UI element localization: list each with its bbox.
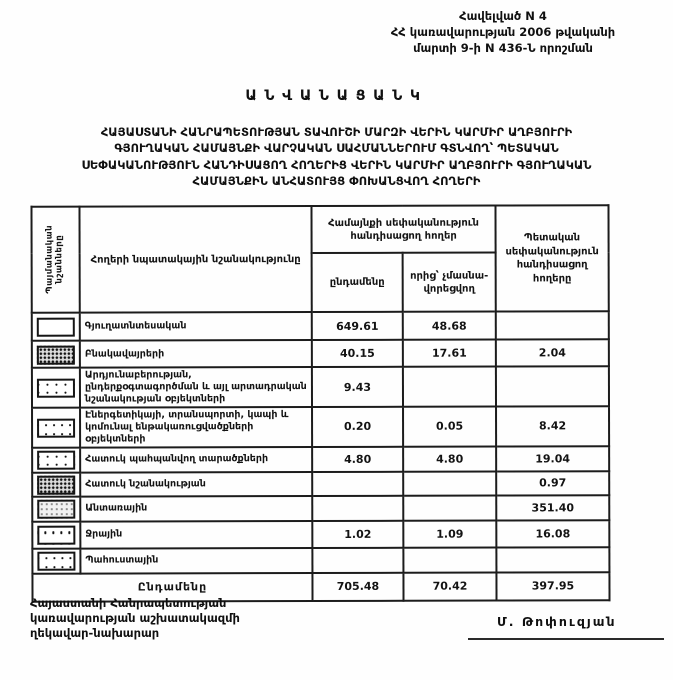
table-row [32,366,609,408]
subtitle-line-4: ՀԱՄԱՅՆՔԻՆ ԱՆՀԱՏՈՒՅՑ ՓՈԽԱՆՑՎՈՂ ՀՈՂԵՐԻ [192,173,481,188]
legend-pattern-icon [37,475,75,494]
table-row [32,446,609,473]
land-category-label: Արդյունաբերության, ընդերքօգտագործման և այլ արտադրական նշանակության օբյեկտների [80,367,312,408]
header-state-lands: Պետական սեփականություն հանդիսացող հողերը [495,205,608,311]
appendix-reference [336,8,670,56]
nonprivatizable-value: 0.05 [403,407,496,447]
subtitle-line-3: ՍԵՓԱԿԱՆՈՒԹՅՈՒՆ ՀԱՆԴԻՍԱՑՈՂ ՀՈՂԵՐԻՑ ՎԵՐԻՆ ԿԱՐՄԻՐ ԱՂԲՅՈՒՐԻ ԳՅՈՒՂԱԿԱՆ [81,157,592,172]
header-land-purpose: Հողերի նպատակային նշանակությունը [79,206,311,313]
community-total-value: 4.80 [312,446,403,471]
header-community-total: ընդամենը [312,253,403,312]
total-nonprivatizable-value: 70.42 [403,572,496,600]
legend-pattern-icon [37,451,75,470]
table-row [32,471,609,497]
table-row [32,311,609,341]
land-category-label: Ջրային [80,521,312,549]
land-category-label: Բնակավայրերի [80,340,312,368]
header-symbols-label: Պայմանական նշանները [44,225,65,295]
nonprivatizable-value [403,367,496,407]
state-lands-value [496,366,609,406]
header-community-nonprivatizable: որից՝ չմասնա-վորեցվող [403,253,496,312]
state-lands-value: 2.04 [496,339,609,366]
community-total-value [312,495,403,520]
subtitle-line-2: ԳՅՈՒՂԱԿԱՆ ՀԱՄԱՅՆՔԻ ՎԱՐՉԱԿԱՆ ՍԱՀՄԱՆՆԵՐՈՒՄ ԳՏՆՎՈՂ՝ ՊԵՏԱԿԱՆ [114,141,559,156]
community-total-value: 1.02 [312,520,403,547]
legend-pattern-icon [37,500,75,519]
land-category-label: Էներգետիկայի, տրանսպորտի, կապի և կոմունալ ենթակառուցվածքների օբյեկտների [80,407,312,447]
land-category-label: Հատուկ պահպանվող տարածքների [80,447,312,473]
subtitle-line-1: ՀԱՅԱՍՏԱՆԻ ՀԱՆՐԱՊԵՏՈՒԹՅԱՆ ՏԱՎՈՒՇԻ ՄԱՐԶԻ ՎԵՐԻՆ ԿԱՐՄԻՐ ԱՂԲՅՈՒՐԻ [100,125,573,139]
community-total-value: 40.15 [312,340,403,367]
table-row [32,495,609,522]
table-row [32,339,609,368]
state-lands-value: 16.08 [496,520,609,547]
legend-pattern-icon [37,318,75,337]
land-category-label: Հատուկ նշանակության [80,472,312,497]
legend-pattern-icon [37,526,75,545]
nonprivatizable-value: 4.80 [403,446,496,471]
header-symbols [31,207,79,313]
appendix-line-3: մարտի 9-ի N 436-Ն որոշման [413,41,593,56]
signatory-line-2: կառավարության աշխատակազմի [30,610,240,625]
nonprivatizable-value [403,471,496,495]
signatory-line-1: Հայաստանի Հանրապետության [30,596,227,610]
community-total-value [312,547,403,572]
community-total-value: 9.43 [312,367,403,407]
table-row [32,547,609,574]
header-community-group: Համայնքի սեփականություն հանդիսացող հողեր [311,206,495,253]
legend-pattern-icon [37,345,75,364]
total-state-value: 397.95 [496,572,609,600]
signature-line [468,638,664,640]
legend-pattern-icon [37,418,75,437]
state-lands-value: 8.42 [496,406,609,446]
legend-pattern-icon [37,552,75,571]
nonprivatizable-value: 17.61 [403,340,496,367]
nonprivatizable-value [403,495,496,520]
table-row [32,406,609,447]
nonprivatizable-value [403,547,496,572]
document-subtitle [8,124,665,189]
table-row [32,520,609,549]
signatory-name: Մ. Թոփուզյան [497,614,617,629]
community-total-value: 0.20 [312,407,403,447]
legend-pattern-icon [37,379,75,398]
land-category-label: Գյուղատնտեսական [80,312,312,341]
signatory-line-3: ղեկավար-նախարար [30,625,160,640]
appendix-line-1: Հավելված N 4 [459,9,547,23]
state-lands-value [496,311,609,339]
community-total-value: 649.61 [312,312,403,340]
state-lands-value: 0.97 [496,471,609,495]
land-category-label: Անտառային [80,496,312,522]
signatory-title-block [30,596,240,641]
document-title: ԱՆՎԱՆԱՑԱՆԿ [245,88,428,104]
total-community-value: 705.48 [312,572,403,600]
land-category-label: Պահուստային [80,548,312,574]
community-total-value [312,471,403,495]
total-row-label: Ընդամենը [32,573,312,602]
land-allocation-table [30,204,610,602]
state-lands-value: 19.04 [496,446,609,471]
state-lands-value: 351.40 [496,495,609,520]
nonprivatizable-value: 1.09 [403,520,496,547]
appendix-line-2: ՀՀ կառավարության 2006 թվականի [390,25,616,40]
state-lands-value [496,547,609,572]
nonprivatizable-value: 48.68 [403,312,496,340]
